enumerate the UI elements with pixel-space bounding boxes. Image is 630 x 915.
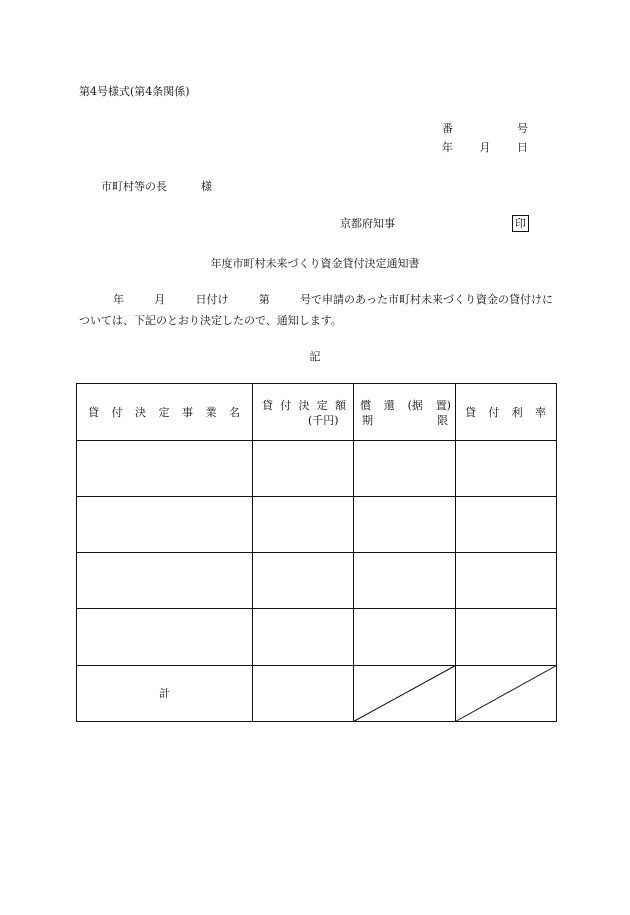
row-3-repayment-cell[interactable] bbox=[354, 553, 455, 608]
ki-heading: 記 bbox=[309, 350, 321, 363]
header-project-name: 貸 付 決 定 事 業 名 bbox=[88, 406, 240, 419]
row-2-rate-cell[interactable] bbox=[456, 497, 556, 552]
row-2-repayment-cell[interactable] bbox=[354, 497, 455, 552]
row-2-project-name-cell[interactable] bbox=[77, 497, 252, 552]
date-day: 日 bbox=[517, 141, 528, 154]
header-repayment-deadline: 期 限 bbox=[362, 414, 448, 427]
document-number-line bbox=[442, 123, 528, 134]
total-repayment-diagonal bbox=[354, 666, 456, 722]
row-3-rate-cell[interactable] bbox=[456, 553, 556, 608]
header-rate: 貸 付 利 率 bbox=[465, 406, 546, 419]
total-rate-diagonal bbox=[456, 666, 557, 722]
number-label-ban: 番 bbox=[442, 122, 453, 135]
number-label-go: 号 bbox=[517, 122, 528, 135]
row-1-amount-cell[interactable] bbox=[253, 441, 353, 496]
row-4-amount-cell[interactable] bbox=[253, 609, 353, 665]
addressee-name: 市町村等の長 bbox=[101, 180, 167, 193]
issuer-name: 京都府知事 bbox=[340, 217, 395, 230]
row-4-repayment-cell[interactable] bbox=[354, 609, 455, 665]
row-1-repayment-cell[interactable] bbox=[354, 441, 455, 496]
row-1-rate-cell[interactable] bbox=[456, 441, 556, 496]
row-3-amount-cell[interactable] bbox=[253, 553, 353, 608]
row-2-amount-cell[interactable] bbox=[253, 497, 353, 552]
row-3-project-name-cell[interactable] bbox=[77, 553, 252, 608]
body-text-line-1 bbox=[79, 294, 553, 305]
body-year: 年 bbox=[113, 293, 124, 306]
seal-stamp: 印 bbox=[512, 215, 529, 232]
body-application-text: 号で申請のあった市町村未来づくり資金の貸付けに bbox=[300, 293, 553, 306]
addressee-honorific: 様 bbox=[201, 180, 212, 193]
document-date-line bbox=[442, 142, 528, 153]
header-amount: 貸 付 決 定 額 bbox=[262, 399, 346, 412]
date-month: 月 bbox=[479, 141, 491, 154]
row-4-rate-cell[interactable] bbox=[456, 609, 556, 665]
header-amount-unit: (千円) bbox=[308, 414, 339, 427]
row-1-project-name-cell[interactable] bbox=[77, 441, 252, 496]
total-amount-cell[interactable] bbox=[253, 666, 353, 721]
body-month: 月 bbox=[154, 293, 166, 306]
loan-decision-table bbox=[76, 383, 557, 722]
body-dated: 日付け bbox=[195, 293, 229, 306]
body-text-line-2: ついては、下記のとおり決定したので、通知します。 bbox=[79, 314, 342, 327]
header-repayment: 償 還 (据 置) bbox=[360, 399, 451, 412]
body-dai: 第 bbox=[258, 293, 270, 306]
date-year: 年 bbox=[442, 141, 453, 154]
total-label: 計 bbox=[159, 687, 170, 700]
document-title: 年度市町村未来づくり資金貸付決定通知書 bbox=[210, 257, 420, 270]
addressee bbox=[101, 181, 212, 192]
form-number: 第4号様式(第4条関係) bbox=[79, 85, 190, 98]
row-4-project-name-cell[interactable] bbox=[77, 609, 252, 665]
